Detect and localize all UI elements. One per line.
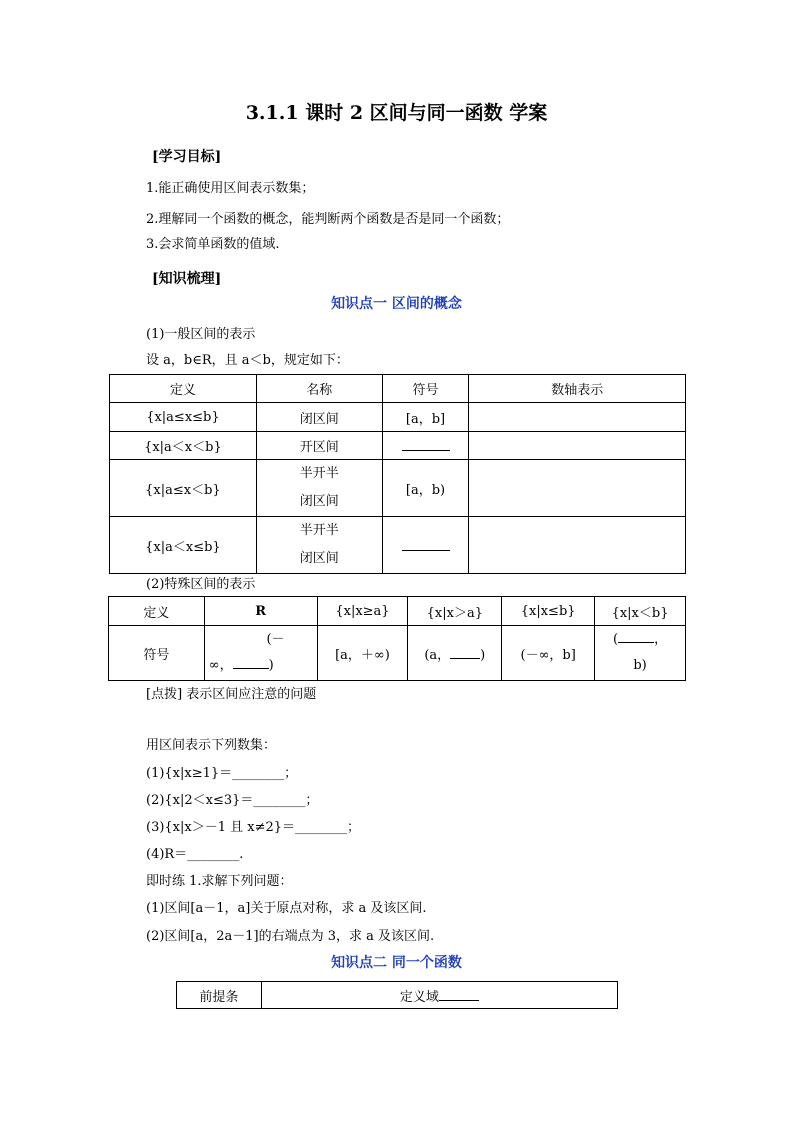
table-row [110,432,686,460]
name-line-1: 半开半 [299,523,339,538]
header-cell: 数轴表示 [469,375,686,403]
header-cell: {x|x＞a} [408,597,502,626]
numberline-cell [469,432,686,460]
goal-item-1: 1.能正确使用区间表示数集； [146,181,315,196]
table-row [110,460,686,517]
symbol-cell [408,626,502,681]
header-cell: 符号 [382,375,469,403]
goal-item-3: 3.会求简单函数的值域. [146,237,280,252]
symbol-cell: [a，b] [382,403,469,432]
exercise-item-1: (1){x|x≥1}＝________； [146,766,298,781]
def-cell: {x|a＜x≤b} [110,517,257,574]
kp1-heading: 知识点一 区间的概念 [331,296,462,312]
numberline-cell [469,460,686,517]
name-line-1: 半开半 [299,466,339,481]
page-title: 3.1.1 课时 2 区间与同一函数 学案 [245,102,548,124]
kp1-setup: 设 a，b∈R，且 a＜b，规定如下： [146,353,349,368]
symbol-end: ) [268,658,274,673]
answer-blank [450,658,480,659]
numberline-cell [469,403,686,432]
symbol-cell [382,517,469,574]
practice-intro: 即时练 1.求解下列问题： [146,874,293,889]
symbol-top: (－ [266,632,285,647]
exercise-item-3: (3){x|x＞－1 且 x≠2}＝________； [146,820,361,835]
domain-label: 定义域 [399,989,439,1005]
answer-blank [233,668,269,669]
symbol-cell [204,626,317,681]
kp2-heading: 知识点二 同一个函数 [331,955,462,971]
practice-item-1: (1)区间[a－1，a]关于原点对称，求 a 及该区间. [146,901,427,916]
domain-cell [261,982,617,1009]
def-cell: {x|a＜x＜b} [110,432,257,460]
table-row [110,517,686,574]
def-cell: {x|a≤x≤b} [110,403,257,432]
name-cell: 闭区间 [256,403,382,432]
kp1-sub2: (2)特殊区间的表示 [146,577,256,592]
numberline-cell [469,517,686,574]
header-cell: 定义 [109,597,205,626]
table-row [110,403,686,432]
symbol-cell [595,626,686,681]
special-interval-table [108,596,686,681]
symbol-end: ) [480,647,486,663]
header-cell: {x|x≥a} [317,597,408,626]
header-cell: {x|x＜b} [595,597,686,626]
symbol-cell: [a，b) [382,460,469,517]
answer-blank [402,536,450,551]
symbol-top: ( [613,632,619,647]
interval-table [109,374,686,574]
symbol-cell [382,432,469,460]
name-cell: 开区间 [256,432,382,460]
def-cell: {x|a≤x＜b} [110,460,257,517]
goals-heading: [学习目标] [152,149,222,165]
goal-item-2: 2.理解同一个函数的概念，能判断两个函数是否是同一个函数； [146,212,510,227]
practice-item-2: (2)区间[a，2a－1]的右端点为 3，求 a 及该区间. [146,929,435,944]
review-heading: [知识梳理] [152,271,222,287]
exercise-item-4: (4)R＝________. [146,847,244,862]
symbol-bottom: ∞， [208,658,233,673]
exercise-intro: 用区间表示下列数集： [146,738,277,753]
header-cell: 名称 [256,375,382,403]
symbol-cell: (－∞，b] [502,626,595,681]
answer-blank [439,1000,479,1001]
premise-cell: 前提条 [177,982,262,1009]
answer-blank [402,436,450,451]
tip-text: [点拨] 表示区间应注意的问题 [146,687,317,702]
exercise-item-2: (2){x|2＜x≤3}＝________； [146,793,319,808]
row-label: 符号 [109,626,205,681]
symbol-bottom: b) [633,658,647,673]
name-cell [256,517,382,574]
symbol-start: (a， [424,647,451,663]
name-cell [256,460,382,517]
same-function-table [176,981,618,1009]
name-line-2: 闭区间 [299,551,339,566]
header-cell: R [204,597,317,626]
answer-blank [618,642,654,643]
header-cell: 定义 [110,375,257,403]
kp1-sub1: (1)一般区间的表示 [146,327,256,342]
symbol-cell: [a，＋∞) [317,626,408,681]
header-cell: {x|x≤b} [502,597,595,626]
symbol-mid: ， [654,632,668,647]
name-line-2: 闭区间 [299,494,339,509]
